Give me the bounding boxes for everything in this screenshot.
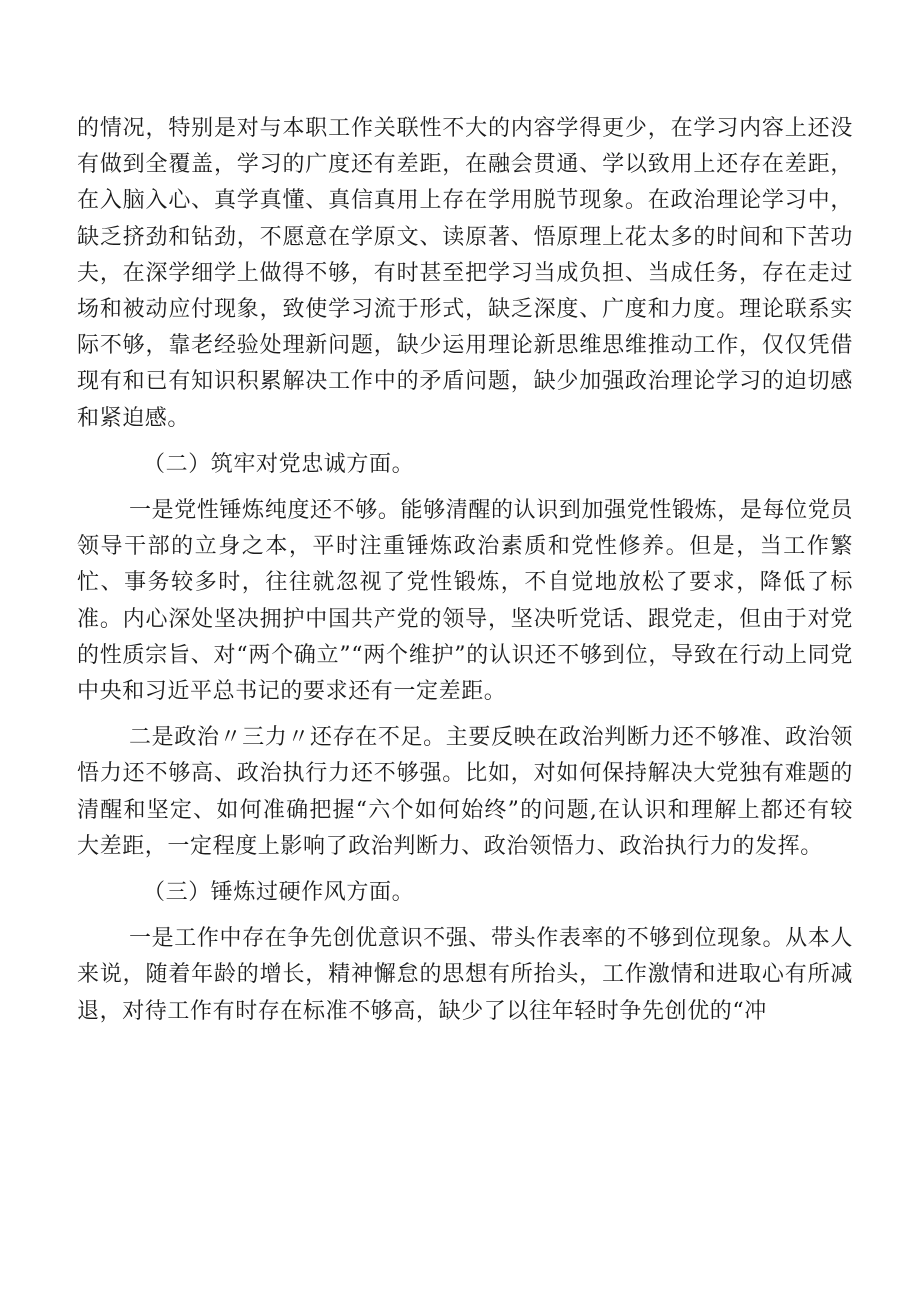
paragraph-political-abilities: 二是政治〃三力〃还存在不足。主要反映在政治判断力还不够准、政治领悟力还不够高、政治执行力还不够强。比如，对如何保持解决大党独有难题的清醒和坚定、如何准确把握“六个如何始终”的问题,在认识和理解上都还有较大差距，一定程度上影响了政治判断力、政治领悟力、政治执行力的发挥。 (77, 725, 853, 859)
paragraph-study-shortcomings: 的情况，特别是对与本职工作关联性不大的内容学得更少，在学习内容上还没有做到全覆盖，学习的广度还有差距，在融会贯通、学以致用上还存在差距，在入脑入心、真学真懂、真信真用上存在学用脱节现象。在政治理论学习中，缺乏挤劲和钻劲，不愿意在学原文、读原著、悟原理上花太多的时间和下苦功夫，在深学细学上做得不够，有时甚至把学习当成负担、当成任务，存在走过场和被动应付现象，致使学习流于形式，缺乏深度、广度和力度。理论联系实际不够，靠老经验处理新问题，缺少运用理论新思维思维推动工作，仅仅凭借现有和已有知识积累解决工作中的矛盾问题，缺少加强政治理论学习的迫切感和紧迫感。 (77, 116, 853, 431)
section-heading-party-loyalty: （二）筑牢对党忠诚方面。 (143, 451, 415, 477)
document-body (77, 111, 853, 1040)
paragraph-party-spirit: 一是党性锤炼纯度还不够。能够清醒的认识到加强党性锻炼，是每位党员领导干部的立身之本，平时注重锤炼政治素质和党性修养。但是，当工作繁忙、事务较多时，往往就忽视了党性锻炼，不自觉地放松了要求，降低了标准。内心深处坚决拥护中国共产党的领导，坚决听党话、跟党走，但由于对党的性质宗旨、对“两个确立”“两个维护”的认识还不够到位，导致在行动上同党中央和习近平总书记的要求还有一定差距。 (77, 498, 853, 705)
section-heading-work-style: （三）锤炼过硬作风方面。 (143, 880, 415, 906)
paragraph-work-initiative: 一是工作中存在争先创优意识不强、带头作表率的不够到位现象。从本人来说，随着年龄的增长，精神懈怠的思想有所抬头，工作激情和进取心有所减退，对待工作有时存在标准不够高，缺少了以往年轻时争先创优的“冲 (77, 926, 853, 1024)
